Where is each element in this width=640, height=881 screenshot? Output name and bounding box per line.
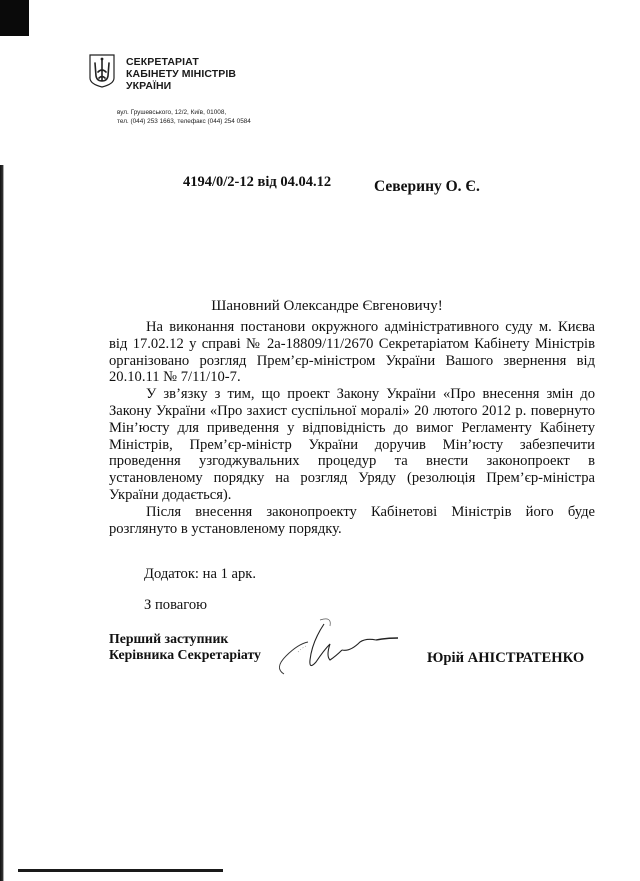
- enclosure-note: Додаток: на 1 арк.: [144, 566, 257, 582]
- scan-artifact-bottom-line: [18, 869, 223, 872]
- letter-body: [109, 319, 595, 537]
- salutation: Шановний Олександре Євгеновичу!: [211, 298, 443, 314]
- body-paragraph: На виконання постанови окружного адміністративного суду м. Києва від 17.02.12 у справі № 2а-18809/11/2670 Секретаріатом Кабінету Міністрів організовано розгляд Прем’єр-міністром України Вашого звернення від 20.10.11 № 7/11/10-7.: [109, 319, 595, 386]
- closing-phrase: З повагою: [144, 597, 208, 613]
- signer-title: [109, 631, 261, 663]
- signer-title-line: Перший заступник: [109, 631, 229, 646]
- body-paragraph: У зв’язку з тим, що проект Закону України «Про внесення змін до Закону України «Про захист суспільної моралі» 20 лютого 2012 р. повернуто Мін’юсту для приведення у відповідність до вимог Регламенту Кабінету Міністрів, Прем’єр-міністр України доручив Мін’юсту забезпечити проведення узгоджувальних процедур та внести законопроект в установленому порядку на розгляд Уряду (резолюція Прем’єр-міністра України додається).: [109, 386, 595, 503]
- handwritten-signature-icon: [272, 612, 432, 684]
- signer-title-line: Керівника Секретаріату: [109, 647, 261, 662]
- organization-name: [126, 56, 236, 92]
- org-name-line: УКРАЇНИ: [126, 80, 172, 92]
- ukraine-trident-emblem-icon: [89, 54, 115, 88]
- signer-name: Юрій АНІСТРАТЕНКО: [427, 650, 585, 666]
- scan-artifact-corner: [0, 0, 29, 36]
- org-name-line: КАБІНЕТУ МІНІСТРІВ: [126, 68, 237, 80]
- contact-line: тел. (044) 253 1663, телефакс (044) 254 0584: [117, 118, 251, 125]
- body-paragraph: Після внесення законопроекту Кабінетові Міністрів його буде розглянуто в установленому порядку.: [109, 503, 595, 537]
- scan-artifact-left-edge: [0, 165, 4, 881]
- organization-address: [117, 108, 251, 126]
- org-name-line: СЕКРЕТАРІАТ: [126, 56, 199, 68]
- recipient-name: Северину О. Є.: [374, 178, 480, 195]
- reference-number-date: 4194/0/2-12 від 04.04.12: [183, 174, 332, 190]
- address-line: вул. Грушевського, 12/2, Київ, 01008,: [117, 109, 227, 116]
